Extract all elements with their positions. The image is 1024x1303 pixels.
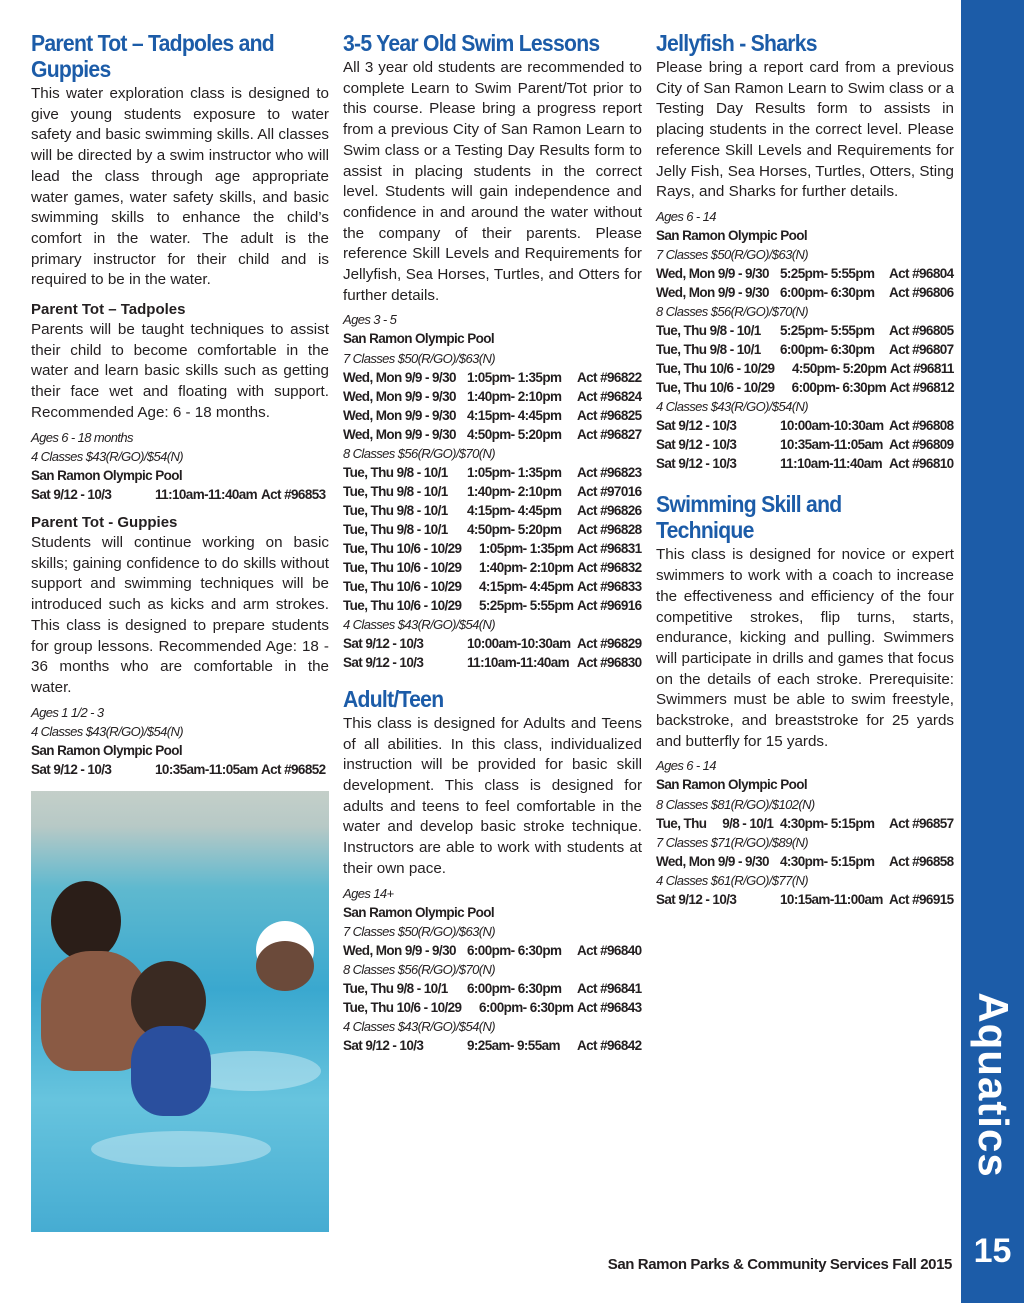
row-time: 4:50pm- 5:20pm [467,521,562,537]
row-act: Act #96857 [889,815,954,831]
swim-group1 [343,368,642,444]
guppies-desc: Students will continue working on basic skills; gaining confidence to do skills without support and swimming techniques will be introduced such as kicks and arm strokes. This class is designed to prepare students for group lessons. Recommended Age: 18 - 36 months who are comfortable in the water. [31,534,329,696]
row-time: 1:40pm- 2:10pm [479,559,574,575]
row-time: 4:15pm- 4:45pm [479,578,574,594]
column-jellyfish-skill [656,30,954,909]
adult-location: San Ramon Olympic Pool [343,904,495,920]
row-day: Wed, Mon 9/9 - 9/30 [343,943,456,959]
swim-classes-3: 4 Classes $43(R/GO)/$54(N) [343,616,496,632]
row-time: 1:40pm- 2:10pm [467,483,562,499]
jelly-location: San Ramon Olympic Pool [656,227,808,243]
schedule-row [343,558,642,577]
row-act: Act #96827 [577,426,642,442]
row-time: 4:15pm- 4:45pm [467,502,562,518]
schedule-row [343,577,642,596]
row-day: Sat 9/12 - 10/3 [656,437,737,453]
row-time: 6:00pm- 6:30pm [479,1000,574,1016]
row-day: Tue, Thu 10/6 - 10/29 [343,540,462,556]
row-act: Act #96806 [889,285,954,301]
row-time: 5:25pm- 5:55pm [479,597,574,613]
row-time: 5:25pm- 5:55pm [780,266,875,282]
schedule-row [343,463,642,482]
row-day: Wed, Mon 9/9 - 9/30 [656,853,769,869]
row-day: Tue, Thu 9/8 - 10/1 [343,464,448,480]
row-day: Tue, Thu 9/8 - 10/1 [656,323,761,339]
row-day: Sat 9/12 - 10/3 [343,1038,424,1054]
row-act: Act #96840 [577,943,642,959]
row-time: 10:35am-11:05am [780,437,883,453]
row-time: 11:10am-11:40am [155,487,258,503]
tadpoles-location: San Ramon Olympic Pool [31,467,183,483]
swim-group3 [343,634,642,672]
skill-location: San Ramon Olympic Pool [656,777,808,793]
row-time: 1:05pm- 1:35pm [467,464,562,480]
schedule-row [656,852,954,871]
row-time: 1:40pm- 2:10pm [467,388,562,404]
adult-ages: Ages 14+ [343,885,394,901]
schedule-row [343,1036,642,1055]
row-act: Act #96916 [577,597,642,613]
heading-swimming-skill-2: Technique [656,517,754,544]
row-day: Sat 9/12 - 10/3 [656,418,737,434]
guppies-ages: Ages 1 1/2 - 3 [31,704,104,720]
schedule-row [343,387,642,406]
row-day: Tue, Thu 9/8 - 10/1 [343,981,448,997]
pool-photo [31,791,329,1232]
column-parent-tot [31,30,329,779]
swim-classes-2: 8 Classes $56(R/GO)/$70(N) [343,445,496,461]
row-act: Act #96810 [889,456,954,472]
skill-desc: This class is designed for novice or expert swimmers to work with a coach to increase the effectiveness and efficiency of the four competitive strokes, flip turns, starts, endurance, kicking and pulling. Swimmers will participate in drills and games that focus on the details of each stroke. Prerequisite: Swimmers must be able to swim freestyle, backstroke, and breaststroke for 25 yards and butterfly for 15 yards. [656,546,954,750]
row-act: Act #96811 [890,361,954,377]
page-number: 15 [973,1232,1012,1270]
schedule-row [343,501,642,520]
row-act: Act #96841 [577,981,642,997]
heading-swim-lessons: 3-5 Year Old Swim Lessons [343,30,600,56]
row-day: Tue, Thu 9/8 - 10/1 [343,502,448,518]
schedule-row [343,634,642,653]
water-ripple [91,1131,271,1167]
schedule-row [343,979,642,998]
row-act: Act #96809 [889,437,954,453]
row-day: Tue, Thu 10/6 - 10/29 [343,597,462,613]
heading-jellyfish-sharks: Jellyfish - Sharks [656,30,817,56]
row-day: Sat 9/12 - 10/3 [343,654,424,670]
row-act: Act #96826 [577,502,642,518]
row-act: Act #96825 [577,407,642,423]
heading-parent-tot: Parent Tot – Tadpoles and [31,30,275,56]
adult-desc: This class is designed for Adults and Teens of all abilities. In this class, individualized instruction will be provided for basic skill development. This class is designed for adults and teens to feel comfortable in the water and develop basic stroke technique. Instructors are able to work with students at their own pace. [343,714,642,877]
section-label [961,992,1024,1178]
adult-classes-1: 7 Classes $50(R/GO)/$63(N) [343,924,496,940]
row-act: Act #97016 [577,483,642,499]
row-time: 4:30pm- 5:15pm [780,815,875,831]
schedule-row [656,454,954,473]
row-day: Wed, Mon 9/9 - 9/30 [343,388,456,404]
jelly-classes-2: 8 Classes $56(R/GO)/$70(N) [656,304,809,320]
row-day: Tue, Thu 10/6 - 10/29 [656,380,775,396]
schedule-row [343,539,642,558]
row-day: Tue, Thu 9/8 - 10/1 [656,342,761,358]
row-act: Act #96804 [889,266,954,282]
heading-swimming-skill: Swimming Skill and [656,491,842,518]
row-time: 6:00pm- 6:30pm [780,342,875,358]
row-act: Act #96831 [577,540,642,556]
tadpoles-ages: Ages 6 - 18 months [31,429,133,445]
guppies-title: Parent Tot - Guppies [31,514,178,532]
parent-tot-intro: This water exploration class is designed to give young students exposure to water safety and basic swimming skills. All classes will be directed by a swim instructor who will lead the class through age appropriate water games, water safety skills, and basic swimming skills to enhance the child’s comfort in the water. The adult is the primary instructor for their child and is required to be in the water. [31,85,329,289]
schedule-row [343,941,642,960]
schedule-row [31,760,329,779]
row-day: Sat 9/12 - 10/3 [343,635,424,651]
child-body [131,1026,211,1116]
row-time: 6:00pm- 6:30pm [467,981,562,997]
guppies-location: San Ramon Olympic Pool [31,742,183,758]
schedule-row [343,596,642,615]
schedule-row [343,653,642,672]
schedule-row [656,890,954,909]
row-act: Act #96807 [889,342,954,358]
row-time: 4:15pm- 4:45pm [467,407,562,423]
row-time: 9:25am- 9:55am [467,1038,560,1054]
schedule-row [343,520,642,539]
row-act: Act #96852 [261,762,326,778]
schedule-row [656,321,954,340]
jelly-classes-1: 7 Classes $50(R/GO)/$63(N) [656,247,809,263]
jelly-desc: Please bring a report card from a previous City of San Ramon Learn to Swim class or a Testing Day Results form to assists in placing students in the correct level. Please reference Skill Levels and Requirements for Jelly Fish, Sea Horses, Turtles, Otters, Sting Rays, and Sharks for further details. [656,59,954,201]
row-time: 10:00am-10:30am [780,418,884,434]
row-time: 10:00am-10:30am [467,635,571,651]
row-day: Wed, Mon 9/9 - 9/30 [343,407,456,423]
skill-ages: Ages 6 - 14 [656,758,716,774]
row-time: 11:10am-11:40am [780,456,883,472]
schedule-row [656,264,954,283]
row-act: Act #96829 [577,635,642,651]
row-act: Act #96805 [889,323,954,339]
adult-classes-3: 4 Classes $43(R/GO)/$54(N) [343,1019,496,1035]
row-time: 1:05pm- 1:35pm [467,369,562,385]
row-act: Act #96833 [577,578,642,594]
row-day: Tue, Thu 10/6 - 10/29 [343,578,462,594]
row-act: Act #96828 [577,521,642,537]
row-act: Act #96823 [577,464,642,480]
footer-text: San Ramon Parks & Community Services Fall 2015 [607,1256,952,1273]
jelly-ages: Ages 6 - 14 [656,208,716,224]
row-day: Tue, Thu 10/6 - 10/29 [656,361,775,377]
row-time: 10:35am-11:05am [155,762,258,778]
schedule-row [343,406,642,425]
row-act: Act #96830 [577,654,642,670]
tadpoles-classes: 4 Classes $43(R/GO)/$54(N) [31,448,184,464]
section-label-text: Aquatics [969,992,1017,1178]
heading-parent-tot-2: Guppies [31,56,111,82]
row-day: Sat 9/12 - 10/3 [656,891,737,907]
schedule-row [656,340,954,359]
skill-classes-2: 7 Classes $71(R/GO)/$89(N) [656,834,809,850]
row-act: Act #96853 [261,487,326,503]
row-day: Sat 9/12 - 10/3 [31,762,112,778]
schedule-row [656,378,954,397]
jelly-classes-3: 4 Classes $43(R/GO)/$54(N) [656,399,809,415]
row-time: 6:00pm- 6:30pm [467,943,562,959]
row-act: Act #96858 [889,853,954,869]
row-time: 6:00pm- 6:30pm [780,285,875,301]
row-act: Act #96812 [889,380,954,396]
column-swim-lessons [343,30,642,1055]
row-time: 11:10am-11:40am [467,654,570,670]
heading-adult-teen: Adult/Teen [343,685,444,712]
schedule-row [656,814,954,833]
tadpoles-desc: Parents will be taught techniques to assist their child to become comfortable in the water and learn basic skills such as getting their face wet and floating with support. Recommended Age: 6 - 18 months. [31,321,329,421]
schedule-row [343,482,642,501]
row-time: 4:50pm- 5:20pm [792,361,887,377]
row-day: Tue, Thu 10/6 - 10/29 [343,1000,462,1016]
swim-desc: All 3 year old students are recommended to complete Learn to Swim Parent/Tot prior to this course. Please bring a progress report from a previous City of San Ramon Learn to Swim class or a Testing Day Results form to assist in placing students in the correct level. Students will gain independence and confidence in and around the water without the company of their parents. Please reference Skill Levels and Requirements for Jellyfish, Sea Horses, Turtles, and Otters for further details. [343,59,642,304]
swim-location: San Ramon Olympic Pool [343,331,495,347]
row-day: Tue, Thu 9/8 - 10/1 [343,483,448,499]
swim-classes-1: 7 Classes $50(R/GO)/$63(N) [343,350,496,366]
row-time: 4:50pm- 5:20pm [467,426,562,442]
row-day: Wed, Mon 9/9 - 9/30 [343,426,456,442]
row-act: Act #96843 [577,1000,642,1016]
row-time: 4:30pm- 5:15pm [780,853,875,869]
row-day: Tue, Thu 10/6 - 10/29 [343,559,462,575]
row-act: Act #96824 [577,388,642,404]
schedule-row [343,368,642,387]
schedule-row [343,998,642,1017]
row-act: Act #96915 [889,891,954,907]
row-day: Sat 9/12 - 10/3 [31,487,112,503]
adult-classes-2: 8 Classes $56(R/GO)/$70(N) [343,962,496,978]
schedule-row [656,435,954,454]
row-time: 10:15am-11:00am [780,891,883,907]
row-act: Act #96832 [577,559,642,575]
row-day: Tue, Thu 9/8 - 10/1 [343,521,448,537]
schedule-row [656,359,954,378]
row-day: Wed, Mon 9/9 - 9/30 [343,369,456,385]
tadpoles-title: Parent Tot – Tadpoles [31,301,186,319]
row-time: 1:05pm- 1:35pm [479,540,574,556]
row-day: Sat 9/12 - 10/3 [656,456,737,472]
adult-head [51,881,121,961]
schedule-row [343,425,642,444]
skill-classes-1: 8 Classes $81(R/GO)/$102(N) [656,796,815,812]
schedule-row [656,283,954,302]
row-day: Tue, Thu 9/8 - 10/1 [656,815,774,831]
row-day: Wed, Mon 9/9 - 9/30 [656,266,769,282]
row-time: 5:25pm- 5:55pm [780,323,875,339]
skill-classes-3: 4 Classes $61(R/GO)/$77(N) [656,872,809,888]
schedule-row [656,416,954,435]
swim-group2 [343,463,642,615]
schedule-row [31,485,329,504]
guppies-classes: 4 Classes $43(R/GO)/$54(N) [31,723,184,739]
row-time: 6:00pm- 6:30pm [791,380,887,396]
row-day: Wed, Mon 9/9 - 9/30 [656,285,769,301]
swim-ages: Ages 3 - 5 [343,312,397,328]
child2-face [256,941,314,991]
row-act: Act #96842 [577,1038,642,1054]
row-act: Act #96822 [577,369,642,385]
row-act: Act #96808 [889,418,954,434]
